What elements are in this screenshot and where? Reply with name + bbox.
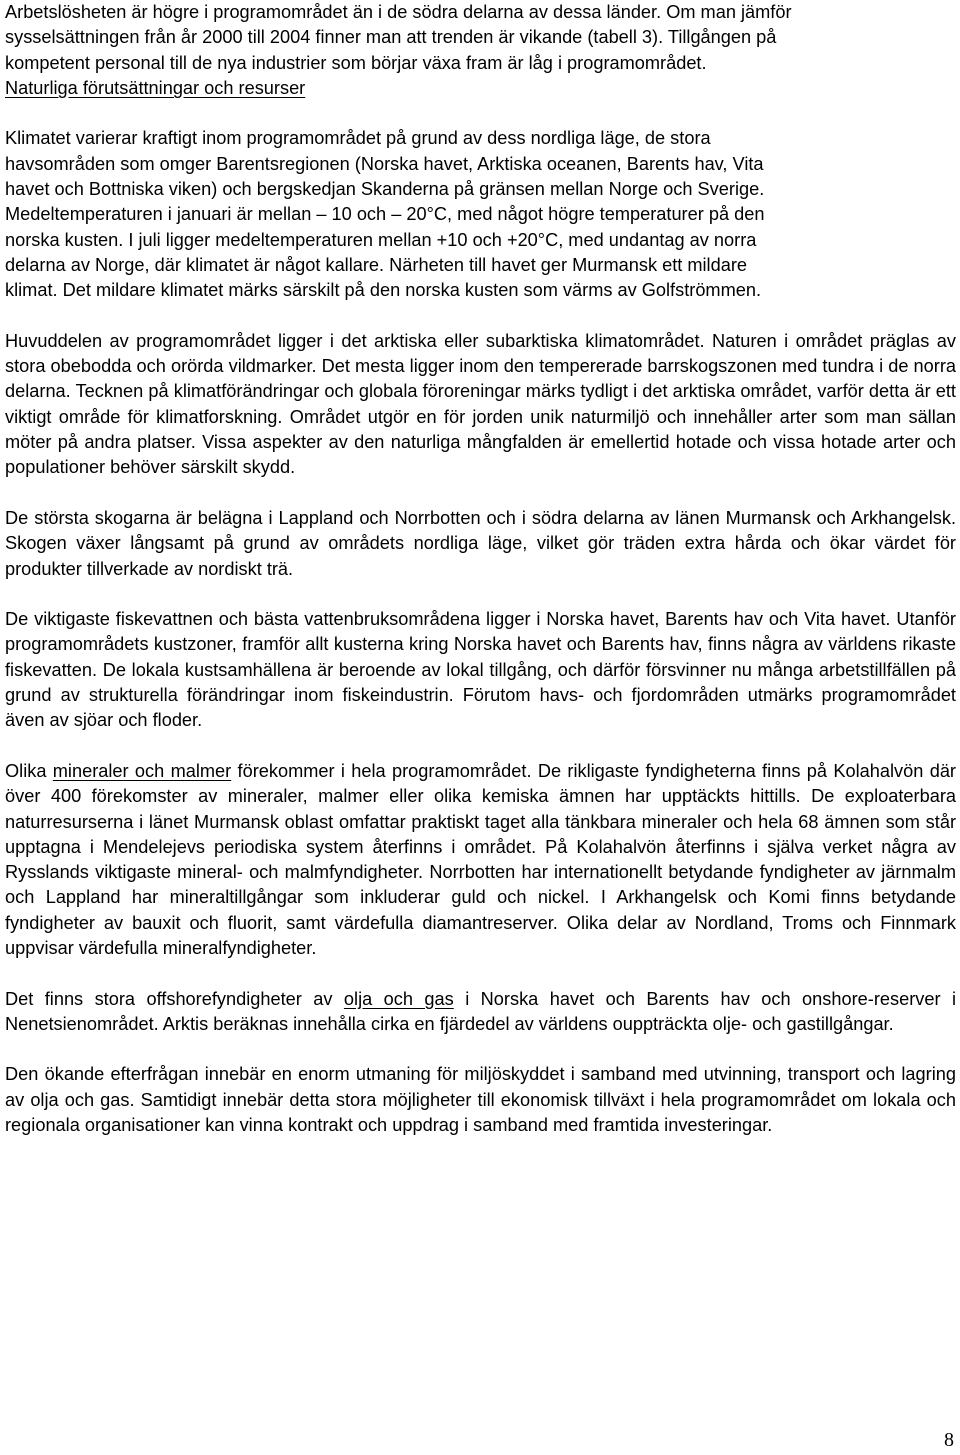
minerals-paragraph — [5, 759, 956, 961]
paragraph-gap — [5, 734, 956, 759]
minerals-link[interactable]: mineraler och malmer — [52, 760, 232, 781]
oil-gas-paragraph — [5, 987, 956, 1038]
oil-gas-text-before: Det finns stora offshorefyndigheter av — [5, 988, 344, 1009]
paragraph-gap — [5, 1037, 956, 1062]
fish-paragraph: De viktigaste fiskevattnen och bästa vattenbruksområdena ligger i Norska havet, Barents hav och Vita havet. Utanför programområdets kustzoner, framför allt kusterna kring Norska havet och Barents hav, finns några av världens rikaste fiskevatten. De lokala kustsamhällena är beroende av lokal tillgång, och därför försvinner nu många arbetstillfällen på grund av strukturella förändringar inom fiskeindustrin. Förutom havs- och fjordområden utmärks programområdet även av sjöar och floder. — [5, 609, 956, 731]
document-page — [5, 0, 956, 1138]
intro-line-1: Arbetslösheten är högre i programområdet än i de södra delarna av dessa länder. Om man jämför — [5, 2, 792, 22]
section-heading — [5, 76, 956, 101]
climate-paragraph — [5, 126, 956, 303]
climate-line-5: norska kusten. I juli ligger medeltemperaturen mellan +10 och +20°C, med undantag av norra — [5, 229, 757, 250]
paragraph-gap — [5, 582, 956, 607]
climate-line-4: Medeltemperaturen i januari är mellan – 10 och – 20°C, med något högre temperaturer på den — [5, 204, 765, 225]
climate-line-2: havsområden som omger Barentsregionen (Norska havet, Arktiska oceanen, Barents hav, Vita — [5, 153, 764, 174]
forest-paragraph: De största skogarna är belägna i Lappland och Norrbotten och i södra delarna av länen Murmansk och Arkhangelsk. Skogen växer långsamt på grund av områdets nordliga läge, vilket gör träden extra hårda och ökar värdet för produkter tillverkade av nordiskt trä. — [5, 507, 956, 579]
paragraph-gap — [5, 961, 956, 986]
demand-paragraph: Den ökande efterfrågan innebär en enorm utmaning för miljöskyddet i samband med utvinning, transport och lagring av olja och gas. Samtidigt innebär detta stora möjligheter till ekonomisk tillväxt i hela programområdet om lokala och regionala organisationer kan vinna kontrakt och uppdrag i samband med framtida investeringar. — [5, 1064, 956, 1136]
intro-line-3: kompetent personal till de nya industrier som börjar växa fram är låg i programområdet. — [5, 52, 707, 73]
paragraph-gap — [5, 481, 956, 506]
oil-gas-text-after: i Norska havet och Barents hav och onshore-reserver i Nenetsienområdet. Arktis beräknas innehålla cirka en fjärdedel av världens ouppträckta olje- och gastillgångar. — [5, 988, 956, 1034]
climate-line-3: havet och Bottniska viken) och bergskedjan Skanderna på gränsen mellan Norge och Sverige. — [5, 179, 765, 200]
section-heading-text: Naturliga förutsättningar och resurser — [5, 77, 306, 98]
climate-line-7: klimat. Det mildare klimatet märks särskilt på den norska kusten som värms av Golfströmmen. — [5, 280, 762, 301]
intro-line-2: sysselsättningen från år 2000 till 2004 finner man att trenden är vikande (tabell 3). Tillgången på — [5, 27, 777, 48]
arctic-paragraph: Huvuddelen av programområdet ligger i det arktiska eller subarktiska klimatområdet. Naturen i området präglas av stora obebodda och orörda vildmarker. Det mesta ligger inom den tempererade barrskogszonen med tundra i de norra delarna. Tecknen på klimatförändringar och globala föroreningar märks tydligt i det arktiska området, varför detta är ett viktigt område för klimatforskning. Området utgör en för jorden unik naturmiljö och innehåller arter som man sällan möter på andra platser. Vissa aspekter av den naturliga mångfalden är emellertid hotade och vissa hotade arter och populationer behöver särskilt skydd. — [5, 330, 956, 478]
paragraph-gap — [5, 101, 956, 126]
climate-line-6: delarna av Norge, där klimatet är något kallare. Närheten till havet ger Murmansk ett mildare — [5, 254, 747, 275]
intro-paragraph — [5, 0, 956, 76]
oil-gas-link[interactable]: olja och gas — [343, 988, 454, 1009]
paragraph-gap — [5, 304, 956, 329]
minerals-text-before: Olika — [5, 760, 53, 781]
page-number: 8 — [944, 1429, 954, 1451]
minerals-text-after: förekommer i hela programområdet. De rikligaste fyndigheterna finns på Kolahalvön där över 400 förekomster av mineraler, malmer eller olika kemiska ämnen har upptäckts hittills. De exploaterbara naturresurserna i länet Murmansk oblast omfattar praktiskt taget alla tänkbara mineraler och hela 68 ämnen som står upptagna i Mendelejevs periodiska system återfinns i området. På Kolahalvön återfinns i själva verket några av Rysslands viktigaste mineral- och malmfyndigheter. Norrbotten har internationellt betydande fyndigheter av järnmalm och Lappland har mineraltillgångar som inkluderar guld och nickel. I Arkhangelsk och Komi finns betydande fyndigheter av bauxit och fluorit, samt värdefulla diamantreserver. Olika delar av Nordland, Troms och Finnmark uppvisar värdefulla mineralfyndigheter. — [5, 760, 956, 958]
climate-line-1: Klimatet varierar kraftigt inom programområdet på grund av dess nordliga läge, de stora — [5, 128, 711, 149]
